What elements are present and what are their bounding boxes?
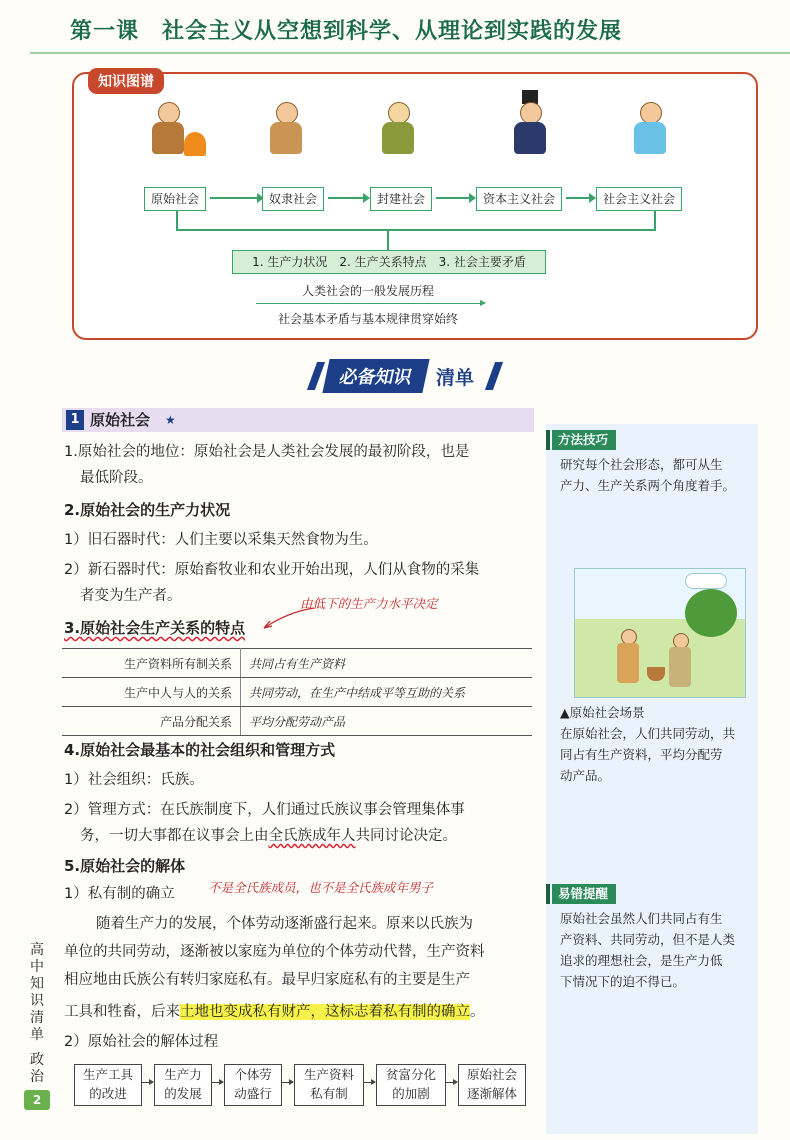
table-row (62, 707, 532, 736)
flow-step (294, 1064, 364, 1106)
knowledge-map (72, 72, 758, 340)
table-row (62, 649, 532, 678)
title-divider (30, 52, 790, 54)
era-socialist: 社会主义社会 (596, 187, 682, 211)
flow-text: 生产资料 (303, 1067, 354, 1082)
text-span: 。 (470, 1004, 485, 1020)
spine-char: 高 (30, 942, 44, 958)
sidebar-line: 研究每个社会形态，都可从生 (560, 457, 723, 472)
general-course-text: 人类社会的一般发展历程 (302, 284, 435, 298)
flow-text: 原始社会 (466, 1067, 517, 1082)
flow-text: 生产力 (164, 1067, 202, 1082)
basic-contradiction-text: 社会基本矛盾与基本规律贯穿始终 (278, 312, 459, 326)
connector (176, 210, 178, 230)
section-number: 1 (66, 410, 84, 430)
note-arrow (258, 604, 318, 634)
slave-figures-icon (256, 102, 316, 160)
era-arrow (436, 197, 474, 199)
handwritten-note: 不是全氏族成员，也不是全氏族成年男子 (208, 880, 434, 895)
section-heading (62, 408, 534, 432)
spine-gap (26, 1044, 48, 1052)
flow-step (224, 1064, 282, 1106)
paragraph-organization: 1）社会组织：氏族。 (64, 772, 204, 788)
paragraph-status-1: 1.原始社会的地位：原始社会是人类社会发展的最初阶段，也是 (64, 444, 470, 460)
flow-text: 逐渐解体 (466, 1086, 517, 1101)
paragraph-private-ownership: 1）私有制的确立 (64, 886, 175, 902)
flow-text: 私有制 (310, 1086, 348, 1101)
error-alert-tag: 易错提醒 (552, 884, 616, 904)
era-feudal: 封建社会 (370, 187, 432, 211)
section-title: 原始社会 (90, 411, 151, 429)
text-span: 共同讨论决定。 (355, 828, 457, 844)
text-span: 务，一切大事都在议事会上由 (80, 828, 269, 844)
paragraph-neolithic-1: 2）新石器时代：原始畜牧业和农业开始出现，人们从食物的采集 (64, 562, 480, 578)
primitive-scene-illustration (574, 568, 746, 698)
book-spine-label (26, 942, 48, 1086)
table-cell: 平均分配劳动产品 (241, 707, 533, 736)
primitive-person-icon (138, 102, 198, 160)
cheering-person-icon (620, 102, 680, 160)
sidebar-line: 在原始社会，人们共同劳动，共 (560, 726, 736, 741)
flow-arrow (363, 1082, 375, 1083)
sidebar-line: 下情况下的迫不得已。 (560, 974, 686, 989)
era-slave: 奴隶社会 (262, 187, 324, 211)
spine-char: 治 (30, 1069, 44, 1085)
relations-table (62, 648, 532, 736)
paragraph-status-2: 最低阶段。 (80, 470, 153, 486)
error-alert-text (560, 908, 754, 992)
era-arrow (566, 197, 594, 199)
flow-step (154, 1064, 212, 1106)
sidebar-line: ▲原始社会场景 (560, 705, 645, 720)
paragraph-process: 2）原始社会的解体过程 (64, 1034, 219, 1050)
banner-part2: 清单 (436, 366, 475, 389)
paragraph-paleolithic: 1）旧石器时代：人们主要以采集天然食物为生。 (64, 532, 378, 548)
table-cell: 共同劳动，在生产中结成平等互助的关系 (241, 678, 533, 707)
flow-step (74, 1064, 142, 1106)
sidebar-line: 追求的理想社会，是生产力低 (560, 953, 723, 968)
table-cell: 生产资料所有制关系 (62, 649, 241, 678)
heading-relations-text: 3.原始社会生产关系的特点 (64, 619, 246, 637)
flow-text: 贫富分化 (385, 1067, 436, 1082)
scene-caption (560, 702, 754, 786)
sidebar-line: 动产品。 (560, 768, 611, 783)
sidebar-line: 原始社会虽然人们共同占有生 (560, 911, 723, 926)
method-tip-tag: 方法技巧 (552, 430, 616, 450)
text-span: 工具和牲畜，后来 (64, 1004, 180, 1020)
handwritten-note: 由低下的生产力水平决定 (300, 596, 438, 611)
heading-organization: 4.原始社会最基本的社会组织和管理方式 (64, 741, 336, 759)
heading-relations (64, 618, 245, 638)
paragraph-management-2 (80, 826, 457, 846)
paragraph-body-2: 单位的共同劳动，逐渐被以家庭为单位的个体劳动代替，生产资料 (64, 944, 485, 960)
flow-step (458, 1064, 526, 1106)
method-tip-text (560, 454, 754, 496)
table-cell: 共同占有生产资料 (241, 649, 533, 678)
flow-text: 生产工具 (82, 1067, 133, 1082)
spine-char: 识 (30, 993, 44, 1009)
table-cell: 生产中人与人的关系 (62, 678, 241, 707)
flow-arrow (445, 1082, 457, 1083)
spine-char: 知 (30, 976, 44, 992)
connector (654, 210, 656, 230)
paragraph-management-1: 2）管理方式：在氏族制度下，人们通过氏族议事会管理集体事 (64, 802, 465, 818)
banner-part1: 必备知识 (322, 359, 429, 393)
spine-char: 政 (30, 1052, 44, 1068)
highlighted-text: 土地也变成私有财产，这标志着私有制的确立 (180, 1004, 470, 1020)
flow-text: 的加剧 (392, 1086, 430, 1101)
flow-arrow (211, 1082, 223, 1083)
era-arrow (210, 197, 262, 199)
capitalist-icon (500, 102, 560, 160)
flow-text: 的发展 (164, 1086, 202, 1101)
flow-step (376, 1064, 446, 1106)
heading-productivity: 2.原始社会的生产力状况 (64, 501, 231, 519)
heading-dissolution: 5.原始社会的解体 (64, 857, 186, 875)
spine-char: 中 (30, 959, 44, 975)
connector (387, 229, 389, 250)
paragraph-body-1: 随着生产力的发展，个体劳动逐渐盛行起来。原来以氏族为 (96, 916, 473, 932)
marked-text: 全氏族成年人 (268, 828, 356, 844)
era-arrow (328, 197, 368, 199)
paragraph-body-4 (64, 1002, 485, 1022)
table-row (62, 678, 532, 707)
sidebar-line: 产力、生产关系两个角度着手。 (560, 478, 736, 493)
flow-arrow (281, 1082, 293, 1083)
lesson-title: 第一课 社会主义从空想到科学、从理论到实践的发展 (70, 19, 623, 44)
flow-arrow (141, 1082, 153, 1083)
table-cell: 产品分配关系 (62, 707, 241, 736)
development-arrow (256, 303, 484, 304)
era-capitalist: 资本主义社会 (476, 187, 562, 211)
knowledge-map-tag: 知识图谱 (88, 68, 164, 94)
analysis-aspects: 1. 生产力状况 2. 生产关系特点 3. 社会主要矛盾 (232, 250, 546, 274)
spine-char: 清 (30, 1010, 44, 1026)
page-number: 2 (24, 1090, 50, 1110)
sidebar-line: 同占有生产资料，平均分配劳 (560, 747, 723, 762)
peasant-icon (368, 102, 428, 160)
connector (176, 229, 656, 231)
flow-text: 个体劳 (234, 1067, 272, 1082)
era-primitive: 原始社会 (144, 187, 206, 211)
paragraph-neolithic-2: 者变为生产者。 (80, 588, 182, 604)
sidebar (546, 424, 758, 1134)
sidebar-line: 产资料、共同劳动，但不是人类 (560, 932, 736, 947)
flow-text: 动盛行 (234, 1086, 272, 1101)
paragraph-body-3: 相应地由氏族公有转归家庭私有。最早归家庭私有的主要是生产 (64, 972, 470, 988)
essential-knowledge-banner (306, 360, 504, 392)
star-icon: ★ (165, 413, 176, 427)
flow-text: 的改进 (89, 1086, 127, 1101)
spine-char: 单 (30, 1027, 44, 1043)
